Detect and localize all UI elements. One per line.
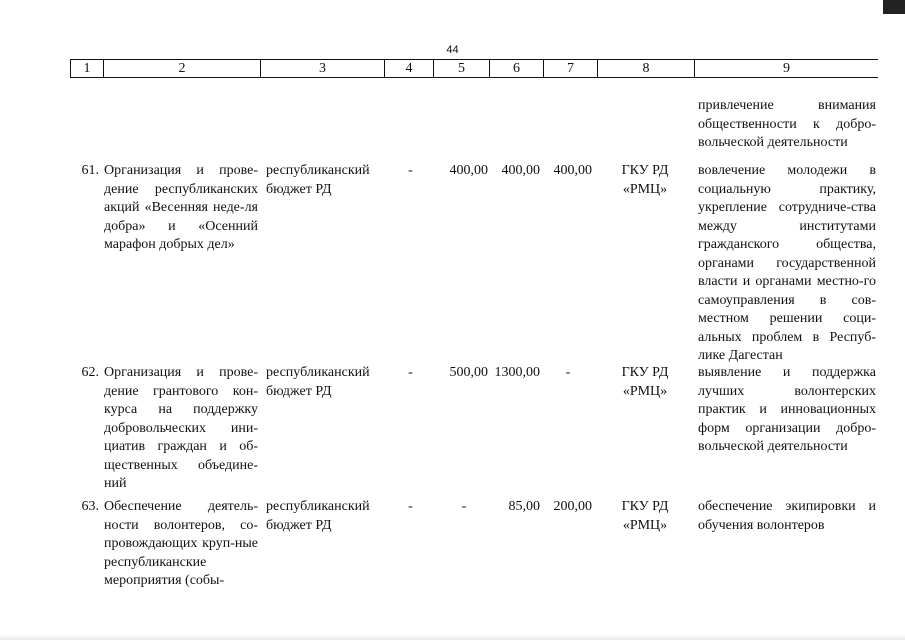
row-expected-result: обеспечение экипировки и обучения волонтеров [698,499,876,533]
row-col6: 1300,00 [494,365,540,380]
row-funding-source: республиканский бюджет РД [266,163,370,197]
page-number: 44 [446,44,459,56]
header-col-9: 9 [694,60,878,77]
header-col-5: 5 [433,60,489,77]
row-col7: 200,00 [553,499,592,514]
header-col-8: 8 [597,60,694,77]
scan-corner-mark [883,0,905,14]
row-col7: 400,00 [553,163,592,178]
scan-bottom-edge [0,634,905,640]
row-executor: ГКУ РД «РМЦ» [621,163,669,197]
row-executor: ГКУ РД «РМЦ» [621,365,669,399]
row-activity-name: Организация и прове-дение республиканских акций «Весенняя неде-ля добра» и «Осенний марафон добрых дел» [104,163,258,252]
row-col6: 400,00 [501,163,540,178]
row-activity-name: Организация и прове-дение грантового кон-курса на поддержку добровольческих ини-циатив граждан и об-щественных объедине-ний [104,365,258,491]
header-col-2: 2 [103,60,260,77]
row-col6: 85,00 [508,499,540,514]
header-col-7: 7 [543,60,597,77]
row-activity-name: Обеспечение деятель-ности волонтеров, со-провождающих круп-ные республиканские мероприятия (собы- [104,499,258,588]
row-col7: - [565,365,571,380]
row-col4: - [408,499,413,514]
row-expected-result: выявление и поддержка лучших волонтерских практик и инновационных форм организации добро-вольческой деятельности [698,365,876,454]
row-expected-result: вовлечение молодежи в социальную практику, укрепление сотрудниче-ства между институтами гражданского общества, органами государственной власти и органами местно-го самоуправления в сов-местном решении соци-альных проблем в Респуб-лике Дагестан [698,163,876,363]
continuation-result-text: привлечение внимания общественности к добро-вольческой деятельности [698,98,876,150]
row-number: 62. [81,365,99,380]
header-col-3: 3 [260,60,384,77]
row-number: 63. [81,499,99,514]
table-header-row [70,59,878,78]
header-col-4: 4 [384,60,433,77]
header-col-1: 1 [70,60,103,77]
row-executor: ГКУ РД «РМЦ» [621,499,669,533]
row-number: 61. [81,163,99,178]
row-col5: 500,00 [449,365,488,380]
row-col5: 400,00 [449,163,488,178]
row-col4: - [408,163,413,178]
row-col4: - [408,365,413,380]
row-funding-source: республиканский бюджет РД [266,365,370,399]
row-col5: - [461,499,467,514]
row-funding-source: республиканский бюджет РД [266,499,370,533]
header-col-6: 6 [489,60,543,77]
